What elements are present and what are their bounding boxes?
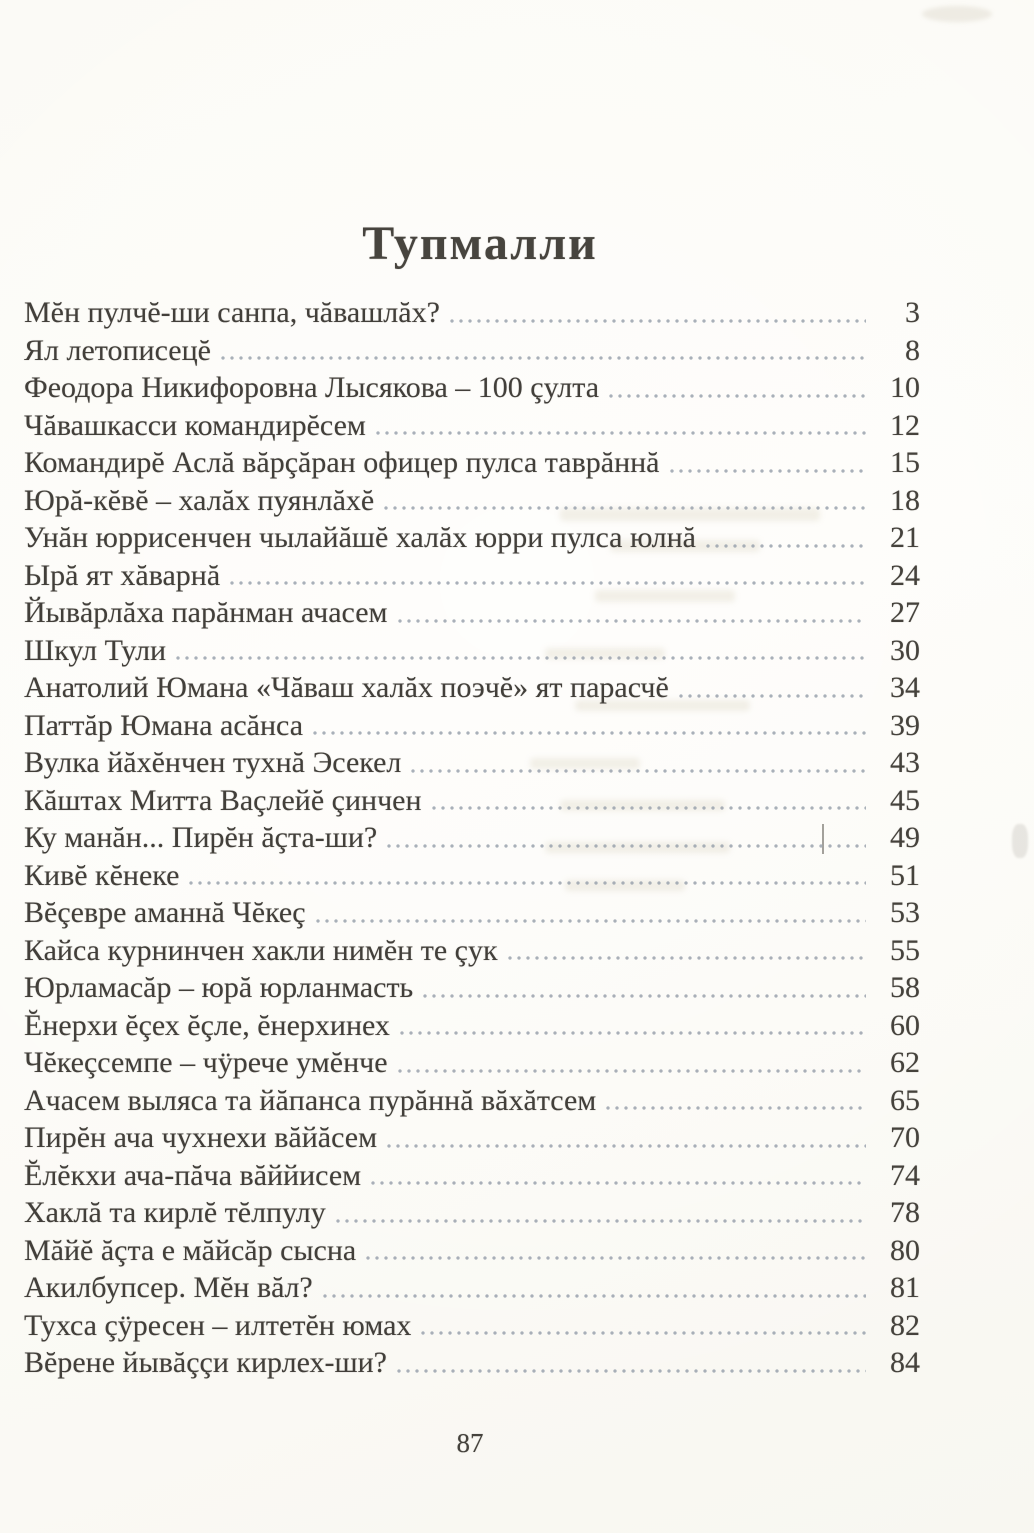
dot-leader <box>387 839 866 849</box>
dot-leader <box>221 351 866 361</box>
toc-entry-page: 39 <box>890 708 920 742</box>
toc-entry-page: 15 <box>890 446 920 479</box>
dot-leader <box>376 426 866 436</box>
toc-entry <box>24 1269 920 1307</box>
dot-leader <box>398 614 866 624</box>
toc-entry <box>24 557 920 595</box>
dot-leader <box>313 726 866 736</box>
toc-entry-page: 80 <box>890 1233 920 1267</box>
toc-entry <box>24 969 920 1007</box>
toc-entry <box>24 1307 920 1345</box>
toc-entry-title: Акилбупсер. Мĕн вăл? <box>24 1271 313 1304</box>
toc-entry <box>24 594 920 632</box>
dot-leader <box>398 1064 866 1074</box>
toc-entry-title: Чĕкеçсемпе – чÿрече умĕнче <box>24 1046 388 1079</box>
toc-entry-title: Унăн юррисенчен чылайăшĕ халăх юрри пулса юлнă <box>24 521 696 554</box>
toc-entry <box>24 744 920 782</box>
dot-leader <box>176 651 866 661</box>
dot-leader <box>323 1289 866 1299</box>
toc-entry-page: 62 <box>890 1046 920 1079</box>
toc-entry <box>24 1119 920 1157</box>
toc-entry-page: 84 <box>890 1346 920 1379</box>
toc-entry-title: Тухса çÿресен – илтетĕн юмах <box>24 1308 412 1342</box>
toc-entry-page: 49 <box>890 821 920 854</box>
toc-entry <box>24 1194 920 1232</box>
toc-entry <box>24 332 920 370</box>
toc-entry-page: 18 <box>890 483 920 517</box>
dot-leader <box>366 1251 866 1261</box>
toc-entry-title: Мĕн пулчĕ-ши санпа, чăвашлăх? <box>24 296 440 329</box>
toc-entry-page: 30 <box>890 633 920 667</box>
dot-leader <box>371 1176 866 1186</box>
toc-entry-title: Анатолий Юмана «Чăваш халăх поэчĕ» ят парасчĕ <box>24 671 669 704</box>
toc-entry <box>24 1007 920 1045</box>
toc-entry <box>24 1157 920 1195</box>
toc-entry-page: 82 <box>890 1308 920 1342</box>
toc-entry <box>24 369 920 407</box>
toc-entry <box>24 669 920 707</box>
toc-entry-title: Вĕрене йывăççи кирлех-ши? <box>24 1346 387 1379</box>
dot-leader <box>609 389 866 399</box>
toc-entry <box>24 1044 920 1082</box>
dot-leader <box>508 951 866 961</box>
dot-leader <box>679 689 866 699</box>
dot-leader <box>450 314 866 324</box>
dot-leader <box>387 1139 866 1149</box>
toc-entry <box>24 444 920 482</box>
toc-entry-page: 53 <box>890 896 920 929</box>
toc-entry-page: 43 <box>890 746 920 779</box>
toc-entry-title: Пирĕн ача чухнехи вăйăсем <box>24 1121 378 1154</box>
toc-entry-page: 10 <box>890 371 920 404</box>
toc-entry-page: 70 <box>890 1121 920 1154</box>
dot-leader <box>606 1101 866 1111</box>
dot-leader <box>670 464 867 474</box>
toc-entry <box>24 782 920 820</box>
toc-entry-page: 3 <box>905 296 920 329</box>
page-title: Тупмалли <box>362 217 598 270</box>
dot-leader <box>384 501 866 511</box>
toc-entry <box>24 857 920 895</box>
dot-leader <box>397 1364 866 1374</box>
toc-entry-title: Вулка йăхĕнчен тухнă Эсекел <box>24 746 402 779</box>
dot-leader <box>432 801 866 811</box>
toc-entry-title: Юрламасăр – юрă юрланмасть <box>24 971 414 1004</box>
scan-smudge <box>1012 824 1028 858</box>
toc-entry <box>24 407 920 445</box>
dot-leader <box>336 1214 866 1224</box>
toc-entry-page: 74 <box>890 1158 920 1192</box>
toc-entry-page: 78 <box>890 1196 920 1229</box>
toc-entry-title: Хаклă та кирлĕ тĕлпулу <box>24 1196 326 1229</box>
folio-page-number: 87 <box>456 1428 484 1458</box>
toc-entry-title: Ял летописецĕ <box>24 333 211 367</box>
toc-entry-page: 51 <box>890 858 920 892</box>
toc-entry-title: Чăвашкасси командирĕсем <box>24 408 366 442</box>
toc-entry <box>24 519 920 557</box>
toc-entry-page: 21 <box>890 521 920 554</box>
toc-entry <box>24 932 920 970</box>
dot-leader <box>189 876 866 886</box>
toc-entry-title: Вĕçевре аманнă Чĕкеç <box>24 896 306 929</box>
toc-entry-title: Кивĕ кĕнеке <box>24 858 180 892</box>
toc-entry-page: 27 <box>890 596 920 629</box>
dot-leader <box>706 539 866 549</box>
toc-entry <box>24 632 920 670</box>
toc-entry-page: 24 <box>890 558 920 592</box>
toc-entry-title: Кайса курнинчен хакли нимĕн те çук <box>24 933 498 967</box>
toc-entry-title: Ку манăн... Пирĕн ăçта-ши? <box>24 821 378 854</box>
toc-entry-title: Ĕнерхи ĕçех ĕçле, ĕнерхинех <box>24 1008 390 1042</box>
toc-list <box>24 294 920 1382</box>
dot-leader <box>423 989 866 999</box>
toc-entry <box>24 1344 920 1382</box>
toc-entry-title: Шкул Тули <box>24 633 167 667</box>
toc-entry-page: 8 <box>905 333 920 367</box>
toc-entry-title: Ырă ят хăварнă <box>24 558 221 592</box>
dot-leader <box>316 914 866 924</box>
toc-entry-title: Командирĕ Аслă вăрçăран офицер пулса таврăннă <box>24 446 660 479</box>
toc-entry <box>24 1232 920 1270</box>
toc-entry <box>24 482 920 520</box>
toc-entry-title: Паттăр Юмана асăнса <box>24 708 304 742</box>
toc-entry <box>24 707 920 745</box>
toc-entry-page: 60 <box>890 1008 920 1042</box>
toc-entry <box>24 894 920 932</box>
toc-entry-title: Мăйĕ ăçта е мăйсăр сысна <box>24 1233 357 1267</box>
toc-entry-page: 12 <box>890 408 920 442</box>
toc-entry-title: Юрă-кĕвĕ – халăх пуянлăхĕ <box>24 483 375 517</box>
scan-smudge <box>922 6 992 22</box>
toc-entry-title: Ĕлĕкхи ача-пăча вăййисем <box>24 1158 362 1192</box>
toc-entry-title: Феодора Никифоровна Лысякова – 100 çулта <box>24 371 600 404</box>
toc-entry <box>24 294 920 332</box>
toc-entry-page: 34 <box>890 671 920 704</box>
toc-entry-title: Ачасем выляса та йăпанса пурăннă вăхăтсем <box>24 1083 597 1117</box>
toc-entry-title: Кăштах Митта Ваçлейĕ çинчен <box>24 783 422 817</box>
dot-leader <box>230 576 866 586</box>
dot-leader <box>421 1326 866 1336</box>
dot-leader <box>411 764 866 774</box>
toc-entry-page: 55 <box>890 933 920 967</box>
toc-entry <box>24 1082 920 1120</box>
toc-entry-page: 81 <box>890 1271 920 1304</box>
toc-entry-page: 65 <box>890 1083 920 1117</box>
toc-entry <box>24 819 920 857</box>
dot-leader <box>400 1026 866 1036</box>
toc-entry-title: Йывăрлăха парăнман ачасем <box>24 596 388 629</box>
toc-entry-page: 58 <box>890 971 920 1004</box>
toc-entry-page: 45 <box>890 783 920 817</box>
